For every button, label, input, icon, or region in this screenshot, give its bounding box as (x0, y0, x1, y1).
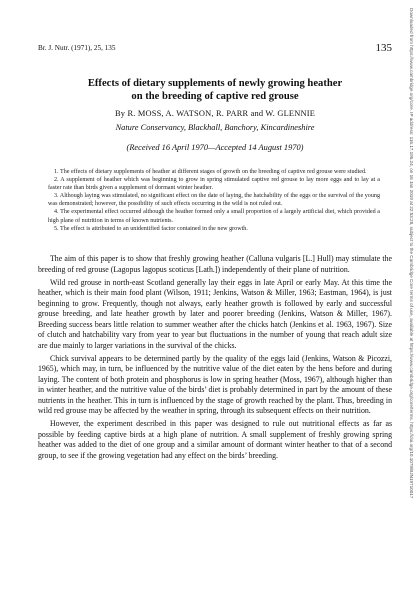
article-body (38, 254, 392, 464)
download-notice-text: Downloaded from https://www.cambridge.org/core. IP address: 116.17.195.24, on 16 Jan 2019 at 22:53:28, subject to the Cambridge Core terms of use, available at https://www.cambridge.org/core/terms. https://doi.org/10.1079/BJN19710017 (409, 8, 414, 499)
title-line-1: Effects of dietary supplements of newly growing heather (87, 78, 343, 89)
title-line-2: on the breeding of captive red grouse (131, 91, 299, 102)
summary-item: 2. A supplement of heather which was beginning to grow in spring stimulated captive red grouse to lay more eggs and to lay at a faster rate than birds given a supplement of dormant winter heather. (48, 177, 380, 192)
summary-item: 5. The effect is attributed to an unidentified factor contained in the new growth. (54, 225, 248, 232)
summary-item: 4. The experimental effect occurred although the heather formed only a small proportion of a largely artificial diet, which provided a high plane of nutrition in terms of known nutrients. (48, 209, 380, 224)
body-paragraph: Chick survival appears to be determined partly by the quality of the eggs laid (Jenkins, Watson & Picozzi, 1965), which may, in turn, be influenced by the nutritive value of the diet eaten by the hens before and during laying. The content of both protein and phosphorus is low in spring heather (Moss, 1967), although higher than in winter heather, and the nutritive value of the birds’ diet is probably determined in part by the amount of these nutrients in the heather. This in turn is influenced by the stage of growth reached by the plant. Thus, breeding in wild red grouse may be affected by the weather in spring, through its subsequent effects on their nutrition. (38, 353, 392, 416)
running-header (38, 44, 392, 58)
body-paragraph: However, the experiment described in this paper was designed to rule out nutritional effects as far as possible by feeding captive birds at a high plane of nutrition. A small supplement of freshly growing spring heather was added to the diet of one group and a similar amount of dormant winter heather to that of a second group, to see if the growing vegetation had any effect on the birds’ breeding. (38, 419, 392, 460)
summary-item: 3. Although laying was stimulated, no significant effect on the date of laying, the hatchability of the eggs or the survival of the young was demonstrated; however, the possibility of such effects occurring in the wild is not ruled out. (48, 193, 380, 208)
summary-list (48, 168, 380, 233)
author-list: By R. MOSS, A. WATSON, R. PARR and W. GLENNIE (114, 109, 316, 118)
affiliation: Nature Conservancy, Blackhall, Banchory, Kincardineshire (115, 123, 315, 132)
summary-item: 1. The effects of dietary supplements of heather at different stages of growth on the breeding of captive red grouse were studied. (54, 169, 367, 175)
page-number: 135 (375, 42, 392, 54)
article-title (50, 77, 380, 103)
journal-citation: Br. J. Nutr. (1971), 25, 135 (38, 44, 116, 52)
download-notice-sidebar (407, 8, 416, 608)
received-dates: (Received 16 April 1970—Accepted 14 August 1970) (126, 143, 304, 152)
body-paragraph: Wild red grouse in north-east Scotland generally lay their eggs in late April or early May. At this time the heather, which is their main food plant (Wilson, 1911; Jenkins, Watson & Miller, 1963; Eastman, 1964), is just beginning to grow. Frequently, though not always, early heather growth is followed by early and successful grouse breeding, and late heather growth by later and poorer breeding (Jenkins, Watson & Miller, 1967). Breeding success bears little relation to summer weather after the chicks hatch (Jenkins et al. 1963, 1967). Size of clutch and hatchability vary from year to year but fluctuations in the number of young that reach adult size are due mainly to larger variations in the survival of the chicks. (38, 277, 392, 350)
body-paragraph: The aim of this paper is to show that freshly growing heather (Calluna vulgaris [L.] Hull) may stimulate the breeding of red grouse (Lagopus lagopus scoticus [Lath.]) independently of their plane of nutrition. (38, 254, 392, 274)
